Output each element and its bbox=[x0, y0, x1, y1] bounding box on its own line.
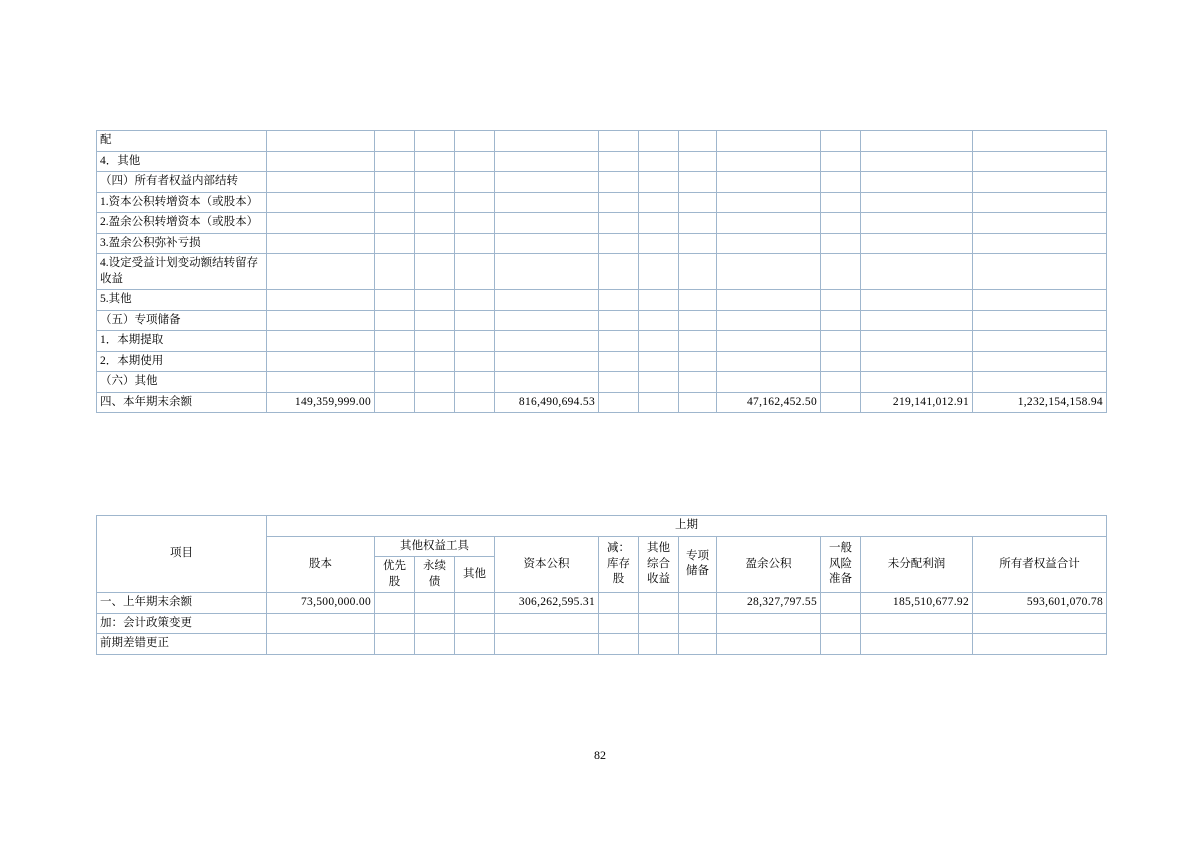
row-cell bbox=[267, 372, 375, 393]
row-cell bbox=[861, 634, 973, 655]
row-cell bbox=[267, 254, 375, 290]
row-cell bbox=[717, 233, 821, 254]
row-cell bbox=[375, 331, 415, 352]
row-cell bbox=[679, 392, 717, 413]
row-cell bbox=[973, 331, 1107, 352]
row-cell bbox=[717, 310, 821, 331]
row-cell bbox=[495, 131, 599, 152]
row-cell bbox=[639, 290, 679, 311]
row-cell: 593,601,070.78 bbox=[973, 593, 1107, 614]
header-col-share-capital: 股本 bbox=[267, 536, 375, 593]
row-cell bbox=[717, 331, 821, 352]
row-cell bbox=[821, 310, 861, 331]
row-cell bbox=[639, 613, 679, 634]
row-cell bbox=[679, 192, 717, 213]
row-cell bbox=[495, 613, 599, 634]
row-cell bbox=[717, 192, 821, 213]
row-cell bbox=[375, 372, 415, 393]
row-cell bbox=[599, 254, 639, 290]
row-cell bbox=[599, 172, 639, 193]
row-cell bbox=[267, 192, 375, 213]
row-cell bbox=[375, 351, 415, 372]
bottom-table-container bbox=[96, 515, 1106, 655]
row-cell bbox=[639, 254, 679, 290]
row-cell bbox=[267, 131, 375, 152]
row-label: 4．其他 bbox=[97, 151, 267, 172]
table-row-total bbox=[97, 392, 1107, 413]
row-label: 1.资本公积转增资本（或股本） bbox=[97, 192, 267, 213]
row-cell bbox=[861, 192, 973, 213]
row-cell bbox=[717, 351, 821, 372]
row-cell bbox=[495, 372, 599, 393]
row-cell bbox=[861, 233, 973, 254]
row-cell bbox=[267, 213, 375, 234]
header-col-other-comprehensive-income: 其他综合收益 bbox=[639, 536, 679, 593]
row-cell bbox=[679, 331, 717, 352]
row-cell bbox=[415, 290, 455, 311]
row-cell bbox=[495, 192, 599, 213]
table-row bbox=[97, 310, 1107, 331]
row-cell bbox=[639, 392, 679, 413]
row-cell bbox=[495, 310, 599, 331]
header-col-surplus-reserve: 盈余公积 bbox=[717, 536, 821, 593]
row-cell bbox=[267, 310, 375, 331]
row-cell bbox=[717, 613, 821, 634]
row-cell bbox=[973, 151, 1107, 172]
row-cell bbox=[679, 372, 717, 393]
header-col-capital-reserve: 资本公积 bbox=[495, 536, 599, 593]
row-cell bbox=[679, 634, 717, 655]
row-cell bbox=[679, 351, 717, 372]
row-cell bbox=[599, 392, 639, 413]
table-row bbox=[97, 372, 1107, 393]
row-cell bbox=[679, 593, 717, 614]
row-cell bbox=[375, 233, 415, 254]
row-label: 配 bbox=[97, 131, 267, 152]
row-cell bbox=[861, 310, 973, 331]
row-cell bbox=[973, 192, 1107, 213]
row-label: （五）专项储备 bbox=[97, 310, 267, 331]
row-cell bbox=[415, 372, 455, 393]
row-cell bbox=[639, 310, 679, 331]
row-cell bbox=[639, 213, 679, 234]
row-cell: 73,500,000.00 bbox=[267, 593, 375, 614]
row-cell bbox=[599, 331, 639, 352]
row-cell bbox=[455, 331, 495, 352]
row-cell bbox=[415, 151, 455, 172]
row-cell bbox=[599, 151, 639, 172]
top-table-container bbox=[96, 130, 1106, 413]
row-cell bbox=[495, 233, 599, 254]
row-cell bbox=[599, 613, 639, 634]
row-label: 2．本期使用 bbox=[97, 351, 267, 372]
row-label: 四、本年期末余额 bbox=[97, 392, 267, 413]
row-cell bbox=[455, 151, 495, 172]
page-number: 82 bbox=[594, 748, 606, 762]
row-cell bbox=[639, 151, 679, 172]
row-cell bbox=[861, 131, 973, 152]
header-period: 上期 bbox=[267, 516, 1107, 537]
table-row bbox=[97, 192, 1107, 213]
row-cell bbox=[267, 151, 375, 172]
row-cell: 1,232,154,158.94 bbox=[973, 392, 1107, 413]
row-cell bbox=[415, 213, 455, 234]
row-cell bbox=[679, 310, 717, 331]
row-label: 5.其他 bbox=[97, 290, 267, 311]
row-cell bbox=[267, 331, 375, 352]
table-row bbox=[97, 593, 1107, 614]
row-cell bbox=[821, 213, 861, 234]
row-cell bbox=[717, 213, 821, 234]
row-cell bbox=[375, 172, 415, 193]
row-cell bbox=[455, 613, 495, 634]
row-label: （四）所有者权益内部结转 bbox=[97, 172, 267, 193]
table-header-row-period bbox=[97, 516, 1107, 537]
row-cell bbox=[679, 233, 717, 254]
table-row bbox=[97, 351, 1107, 372]
row-cell bbox=[973, 613, 1107, 634]
row-cell bbox=[495, 213, 599, 234]
row-cell: 28,327,797.55 bbox=[717, 593, 821, 614]
row-cell bbox=[495, 151, 599, 172]
row-cell bbox=[973, 172, 1107, 193]
row-cell bbox=[455, 254, 495, 290]
row-cell bbox=[639, 372, 679, 393]
row-cell bbox=[455, 192, 495, 213]
table-row bbox=[97, 131, 1107, 152]
row-cell: 816,490,694.53 bbox=[495, 392, 599, 413]
row-cell bbox=[455, 634, 495, 655]
row-cell bbox=[455, 131, 495, 152]
row-cell bbox=[455, 372, 495, 393]
row-cell: 185,510,677.92 bbox=[861, 593, 973, 614]
row-cell bbox=[599, 213, 639, 234]
row-cell bbox=[415, 192, 455, 213]
row-cell bbox=[375, 151, 415, 172]
row-cell bbox=[415, 613, 455, 634]
row-cell bbox=[679, 254, 717, 290]
header-group-other-equity-instruments: 其他权益工具 bbox=[375, 536, 495, 557]
row-cell bbox=[679, 151, 717, 172]
row-cell bbox=[495, 172, 599, 193]
row-cell bbox=[973, 131, 1107, 152]
row-cell bbox=[821, 613, 861, 634]
row-cell bbox=[973, 290, 1107, 311]
row-cell bbox=[495, 290, 599, 311]
row-cell bbox=[415, 233, 455, 254]
row-cell bbox=[973, 310, 1107, 331]
row-cell bbox=[375, 213, 415, 234]
row-cell bbox=[599, 634, 639, 655]
row-cell bbox=[599, 372, 639, 393]
row-cell bbox=[973, 351, 1107, 372]
row-cell bbox=[415, 351, 455, 372]
row-cell bbox=[973, 213, 1107, 234]
row-cell bbox=[599, 290, 639, 311]
row-cell bbox=[821, 392, 861, 413]
row-label: 前期差错更正 bbox=[97, 634, 267, 655]
table-row bbox=[97, 233, 1107, 254]
row-cell bbox=[639, 331, 679, 352]
row-cell: 149,359,999.00 bbox=[267, 392, 375, 413]
row-cell bbox=[495, 634, 599, 655]
row-cell bbox=[861, 151, 973, 172]
equity-change-table-current-period bbox=[96, 130, 1107, 413]
row-label: 1．本期提取 bbox=[97, 331, 267, 352]
row-cell bbox=[861, 213, 973, 234]
row-cell bbox=[415, 310, 455, 331]
row-cell bbox=[267, 233, 375, 254]
row-cell bbox=[821, 634, 861, 655]
row-cell bbox=[415, 254, 455, 290]
row-cell bbox=[973, 634, 1107, 655]
row-cell bbox=[717, 634, 821, 655]
row-cell bbox=[599, 131, 639, 152]
row-cell bbox=[821, 331, 861, 352]
row-cell bbox=[679, 172, 717, 193]
row-cell bbox=[267, 634, 375, 655]
row-cell bbox=[639, 172, 679, 193]
row-cell bbox=[375, 310, 415, 331]
row-cell bbox=[821, 233, 861, 254]
header-col-total-equity: 所有者权益合计 bbox=[973, 536, 1107, 593]
row-cell bbox=[821, 131, 861, 152]
row-cell bbox=[679, 131, 717, 152]
row-label: （六）其他 bbox=[97, 372, 267, 393]
table-row bbox=[97, 213, 1107, 234]
row-cell bbox=[973, 372, 1107, 393]
row-cell bbox=[495, 331, 599, 352]
row-cell bbox=[679, 613, 717, 634]
row-cell: 47,162,452.50 bbox=[717, 392, 821, 413]
table-row bbox=[97, 172, 1107, 193]
row-cell bbox=[415, 392, 455, 413]
header-item: 项目 bbox=[97, 516, 267, 593]
table-row bbox=[97, 151, 1107, 172]
row-cell bbox=[679, 213, 717, 234]
row-cell bbox=[639, 351, 679, 372]
header-col-preferred-stock: 优先股 bbox=[375, 557, 415, 593]
row-cell bbox=[861, 290, 973, 311]
header-col-special-reserve: 专项储备 bbox=[679, 536, 717, 593]
row-cell bbox=[375, 593, 415, 614]
row-cell bbox=[599, 351, 639, 372]
row-cell bbox=[821, 593, 861, 614]
row-cell bbox=[639, 192, 679, 213]
row-cell bbox=[375, 192, 415, 213]
row-cell bbox=[599, 233, 639, 254]
row-cell bbox=[375, 254, 415, 290]
row-cell bbox=[415, 331, 455, 352]
row-cell: 219,141,012.91 bbox=[861, 392, 973, 413]
row-label: 4.设定受益计划变动额结转留存收益 bbox=[97, 254, 267, 290]
row-cell bbox=[973, 233, 1107, 254]
row-cell bbox=[455, 593, 495, 614]
row-cell bbox=[717, 372, 821, 393]
row-cell bbox=[639, 233, 679, 254]
table-row bbox=[97, 613, 1107, 634]
row-cell bbox=[267, 613, 375, 634]
row-cell bbox=[861, 331, 973, 352]
row-cell bbox=[267, 172, 375, 193]
row-cell bbox=[495, 351, 599, 372]
row-cell: 306,262,595.31 bbox=[495, 593, 599, 614]
row-label: 加：会计政策变更 bbox=[97, 613, 267, 634]
header-col-general-risk-reserve: 一般风险准备 bbox=[821, 536, 861, 593]
header-col-other: 其他 bbox=[455, 557, 495, 593]
row-cell bbox=[455, 310, 495, 331]
table-row bbox=[97, 331, 1107, 352]
row-cell bbox=[455, 233, 495, 254]
row-cell bbox=[415, 593, 455, 614]
row-cell bbox=[455, 392, 495, 413]
row-cell bbox=[495, 254, 599, 290]
row-cell bbox=[375, 290, 415, 311]
table-row bbox=[97, 254, 1107, 290]
row-cell bbox=[717, 254, 821, 290]
row-cell bbox=[821, 192, 861, 213]
row-cell bbox=[821, 172, 861, 193]
row-cell bbox=[821, 372, 861, 393]
row-cell bbox=[679, 290, 717, 311]
header-col-treasury-stock: 减：库存股 bbox=[599, 536, 639, 593]
row-cell bbox=[267, 290, 375, 311]
row-cell bbox=[375, 634, 415, 655]
row-cell bbox=[973, 254, 1107, 290]
row-cell bbox=[821, 254, 861, 290]
row-cell bbox=[599, 192, 639, 213]
row-cell bbox=[415, 131, 455, 152]
row-cell bbox=[861, 254, 973, 290]
row-cell bbox=[599, 593, 639, 614]
row-cell bbox=[861, 613, 973, 634]
row-cell bbox=[639, 634, 679, 655]
row-cell bbox=[717, 172, 821, 193]
row-cell bbox=[821, 351, 861, 372]
row-cell bbox=[639, 593, 679, 614]
row-cell bbox=[861, 351, 973, 372]
header-col-perpetual-bond: 永续债 bbox=[415, 557, 455, 593]
row-cell bbox=[415, 634, 455, 655]
row-cell bbox=[455, 290, 495, 311]
row-cell bbox=[455, 351, 495, 372]
table-row bbox=[97, 634, 1107, 655]
row-cell bbox=[717, 131, 821, 152]
row-label: 2.盈余公积转增资本（或股本） bbox=[97, 213, 267, 234]
row-label: 一、上年期末余额 bbox=[97, 593, 267, 614]
table-row bbox=[97, 290, 1107, 311]
row-cell bbox=[861, 172, 973, 193]
row-cell bbox=[861, 372, 973, 393]
row-cell bbox=[455, 172, 495, 193]
row-cell bbox=[455, 213, 495, 234]
row-label: 3.盈余公积弥补亏损 bbox=[97, 233, 267, 254]
row-cell bbox=[639, 131, 679, 152]
header-col-undistributed-profit: 未分配利润 bbox=[861, 536, 973, 593]
equity-change-table-prior-period bbox=[96, 515, 1107, 655]
row-cell bbox=[821, 290, 861, 311]
row-cell bbox=[375, 131, 415, 152]
row-cell bbox=[717, 290, 821, 311]
row-cell bbox=[267, 351, 375, 372]
row-cell bbox=[599, 310, 639, 331]
row-cell bbox=[375, 392, 415, 413]
row-cell bbox=[375, 613, 415, 634]
row-cell bbox=[821, 151, 861, 172]
row-cell bbox=[415, 172, 455, 193]
row-cell bbox=[717, 151, 821, 172]
